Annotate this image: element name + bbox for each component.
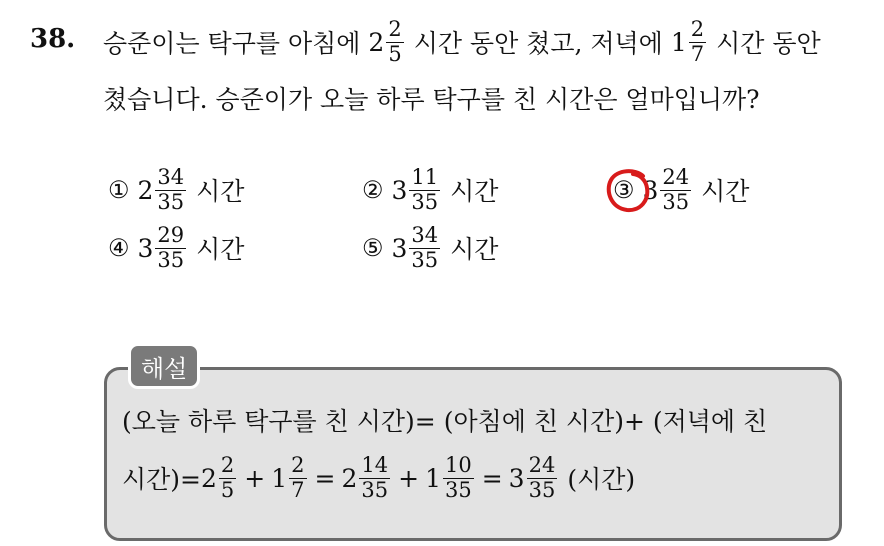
choice-marker-text: ③ xyxy=(613,176,635,204)
question-number: 38. xyxy=(30,24,76,54)
numerator: 14 xyxy=(361,453,389,478)
numerator: 24 xyxy=(662,165,690,190)
choice-unit: 시간 xyxy=(701,177,750,206)
fraction xyxy=(689,19,706,65)
choice-3[interactable] xyxy=(613,162,749,218)
numerator: 29 xyxy=(157,223,185,248)
solution-term-4 xyxy=(425,455,476,501)
fraction xyxy=(289,455,306,501)
whole: 3 xyxy=(137,233,154,263)
solution-term-2 xyxy=(271,455,308,501)
solution-text-line1: (오늘 하루 탁구를 친 시간)= (아침에 친 시간)+ (저녁에 친 xyxy=(122,407,768,436)
question-text-c: 시간 동안 xyxy=(716,29,821,58)
whole: 2 xyxy=(201,463,217,493)
denominator: 35 xyxy=(361,477,389,502)
solution-unit: (시간) xyxy=(567,465,636,494)
numerator: 34 xyxy=(411,223,439,248)
fraction xyxy=(409,167,440,213)
solution-line-1 xyxy=(122,400,767,440)
choice-1[interactable] xyxy=(108,162,244,218)
choice-marker: ① xyxy=(108,176,130,204)
denominator: 35 xyxy=(411,247,439,272)
choice-unit: 시간 xyxy=(196,177,245,206)
choice-unit: 시간 xyxy=(450,177,499,206)
denominator: 35 xyxy=(444,477,472,502)
denominator: 35 xyxy=(157,189,185,214)
fraction xyxy=(386,19,403,65)
numerator: 2 xyxy=(388,17,402,42)
solution-term-3 xyxy=(341,455,392,501)
fraction xyxy=(155,167,186,213)
whole: 2 xyxy=(137,175,154,205)
solution-term-5 xyxy=(509,455,560,501)
choice-fraction xyxy=(392,167,443,213)
denominator: 7 xyxy=(690,41,705,66)
solution-text-prefix: 시간)= xyxy=(122,465,202,494)
denominator: 35 xyxy=(528,477,556,502)
fraction xyxy=(219,455,236,501)
choice-fraction xyxy=(392,225,443,271)
question-text-b: 시간 동안 쳤고, 저녁에 xyxy=(413,29,663,58)
numerator: 34 xyxy=(157,165,185,190)
numerator: 11 xyxy=(411,165,439,190)
choice-unit: 시간 xyxy=(450,235,499,264)
whole: 3 xyxy=(642,175,659,205)
numerator: 2 xyxy=(291,453,305,478)
morning-fraction xyxy=(368,19,405,65)
whole: 3 xyxy=(391,233,408,263)
denominator: 5 xyxy=(388,41,402,66)
question-text-line2: 쳤습니다. 승준이가 오늘 하루 탁구를 친 시간은 얼마입니까? xyxy=(103,85,760,114)
operator: = xyxy=(314,463,336,493)
whole: 1 xyxy=(425,463,441,493)
solution-line-2 xyxy=(122,448,635,508)
operator: + xyxy=(244,463,266,493)
fraction xyxy=(527,455,558,501)
question-text-a: 승준이는 탁구를 아침에 xyxy=(103,29,361,58)
operator: + xyxy=(398,463,420,493)
choice-4[interactable] xyxy=(108,220,244,276)
numerator: 2 xyxy=(690,17,705,42)
choice-fraction xyxy=(138,225,189,271)
fraction xyxy=(409,225,440,271)
denominator: 35 xyxy=(411,189,439,214)
whole: 1 xyxy=(271,463,288,493)
choice-marker: ⑤ xyxy=(362,234,384,262)
choice-2[interactable] xyxy=(362,162,498,218)
whole: 2 xyxy=(341,463,358,493)
numerator: 2 xyxy=(220,453,235,478)
evening-fraction xyxy=(671,19,708,65)
question-line-1 xyxy=(103,14,821,70)
denominator: 35 xyxy=(157,247,185,272)
choice-unit: 시간 xyxy=(196,235,245,264)
numerator: 10 xyxy=(444,453,472,478)
question-line-2 xyxy=(103,78,760,118)
fraction xyxy=(443,455,474,501)
fraction xyxy=(359,455,390,501)
denominator: 35 xyxy=(662,189,690,214)
numerator: 24 xyxy=(528,453,556,478)
choice-marker xyxy=(613,176,635,204)
operator: = xyxy=(481,463,503,493)
choice-fraction xyxy=(138,167,189,213)
denominator: 5 xyxy=(220,477,235,502)
whole: 1 xyxy=(670,27,687,57)
whole: 3 xyxy=(391,175,408,205)
fraction xyxy=(155,225,186,271)
choice-marker: ④ xyxy=(108,234,130,262)
solution-label: 해설 xyxy=(128,343,200,389)
solution-term-1 xyxy=(201,455,238,501)
choice-5[interactable] xyxy=(362,220,498,276)
whole: 3 xyxy=(508,463,525,493)
whole: 2 xyxy=(368,27,385,57)
denominator: 7 xyxy=(291,477,305,502)
choice-fraction xyxy=(643,167,694,213)
fraction xyxy=(660,167,691,213)
choice-marker: ② xyxy=(362,176,384,204)
